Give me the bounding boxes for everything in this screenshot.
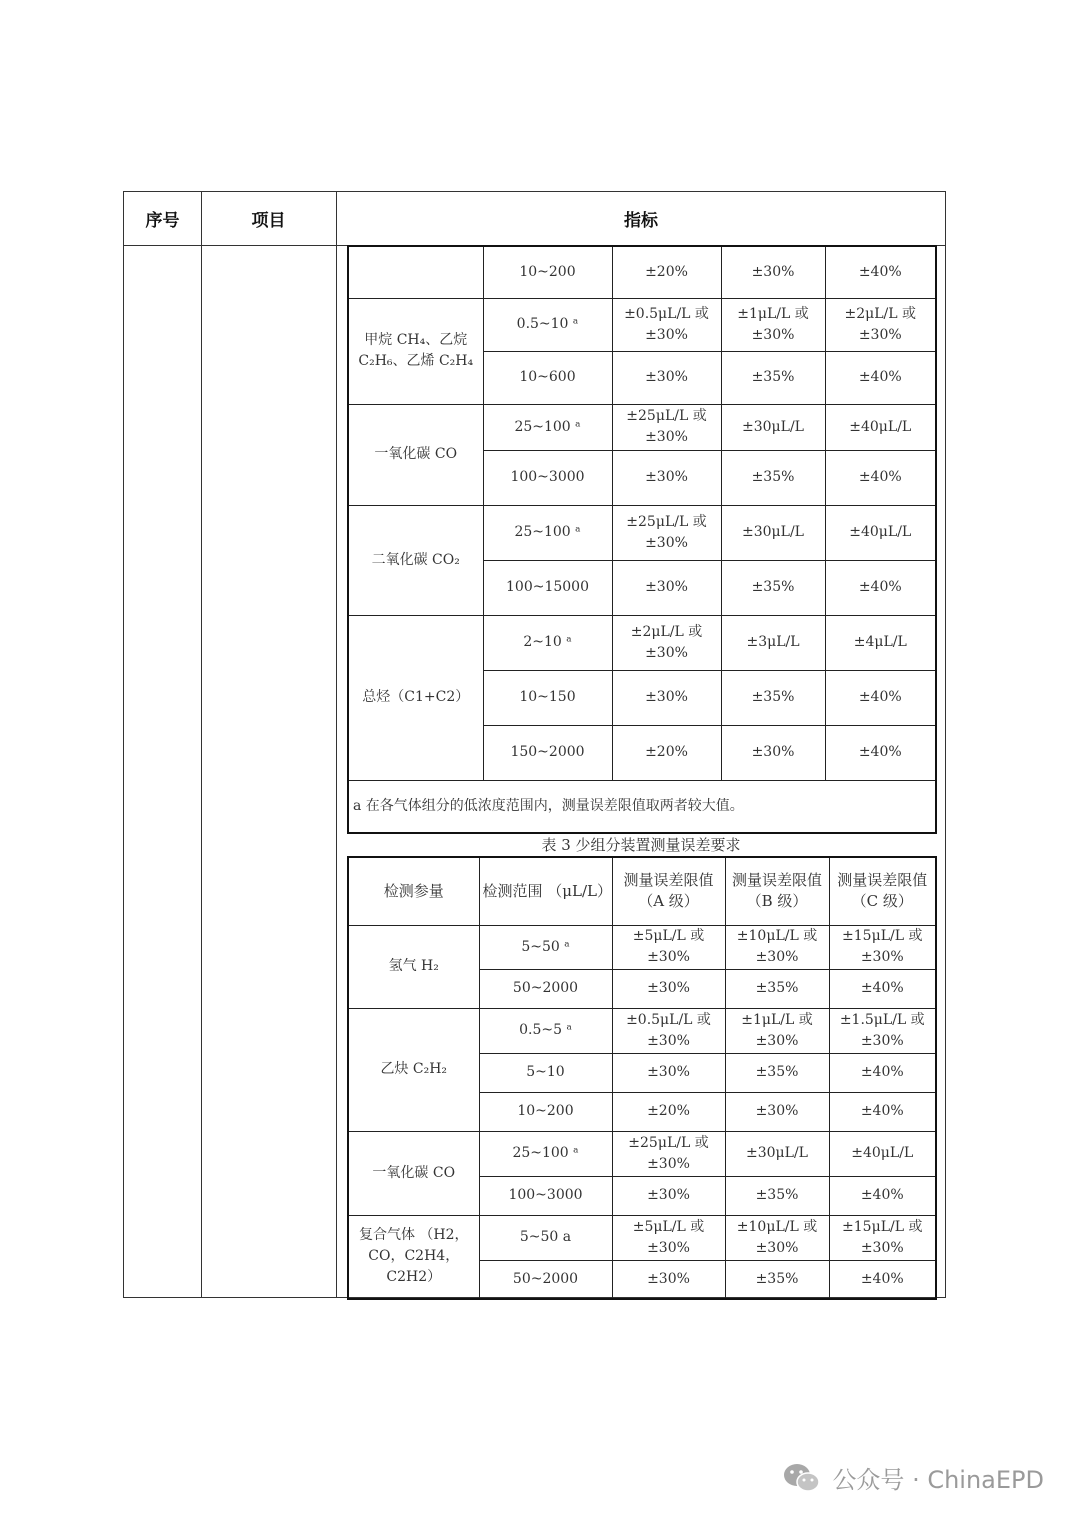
gas-name-cell: 总烃（C1+C2） xyxy=(348,615,483,780)
grade-a-cell: ±5μL/L 或±30% xyxy=(612,925,725,969)
grade-b-cell: ±35% xyxy=(725,1260,829,1299)
range-cell: 150~2000 xyxy=(483,725,612,780)
grade-c-cell: ±40% xyxy=(825,670,936,725)
grade-c-cell: ±4μL/L xyxy=(825,615,936,670)
grade-a-cell: ±20% xyxy=(612,246,721,298)
range-cell: 10~600 xyxy=(483,351,612,404)
grade-b-cell: ±35% xyxy=(721,351,825,404)
grade-c-cell: ±40% xyxy=(825,560,936,615)
range-cell: 5~10 xyxy=(479,1053,612,1092)
grade-b-cell: ±3μL/L xyxy=(721,615,825,670)
grade-c-cell: ±40% xyxy=(825,351,936,404)
grade-c-cell: ±2μL/L 或±30% xyxy=(825,298,936,351)
table-row xyxy=(348,404,936,450)
table-row xyxy=(348,505,936,560)
grade-b-cell: ±35% xyxy=(721,670,825,725)
grade-a-cell: ±20% xyxy=(612,1092,725,1131)
column-header: 测量误差限值 （B 级） xyxy=(725,857,829,925)
gas-name-cell: 复合气体 （H2，CO，C2H4，C2H2） xyxy=(348,1215,479,1299)
grade-c-cell: ±15μL/L 或±30% xyxy=(829,925,936,969)
grade-a-cell: ±30% xyxy=(612,969,725,1008)
grade-a-cell: ±25μL/L 或±30% xyxy=(612,1131,725,1176)
grade-c-cell: ±40μL/L xyxy=(825,404,936,450)
header-seq: 序号 xyxy=(145,211,180,231)
table-row xyxy=(348,246,936,298)
header-indicator: 指标 xyxy=(624,211,658,231)
table-row xyxy=(348,298,936,351)
grade-c-cell: ±40% xyxy=(829,1176,936,1215)
grade-a-cell: ±25μL/L 或±30% xyxy=(612,505,721,560)
grade-a-cell: ±0.5μL/L 或±30% xyxy=(612,298,721,351)
grade-a-cell: ±30% xyxy=(612,450,721,505)
column-header: 检测参量 xyxy=(348,857,479,925)
grade-b-cell: ±30μL/L xyxy=(721,404,825,450)
grade-c-cell: ±40% xyxy=(825,725,936,780)
wechat-icon xyxy=(782,1462,822,1494)
column-header: 测量误差限值 （C 级） xyxy=(829,857,936,925)
grade-a-cell: ±2μL/L 或±30% xyxy=(612,615,721,670)
grade-a-cell: ±5μL/L 或±30% xyxy=(612,1215,725,1260)
range-cell: 25~100 ᵃ xyxy=(479,1131,612,1176)
grade-c-cell: ±15μL/L 或±30% xyxy=(829,1215,936,1260)
gas-name-cell: 乙炔 C₂H₂ xyxy=(348,1008,479,1131)
grade-b-cell: ±35% xyxy=(725,969,829,1008)
grade-c-cell: ±40% xyxy=(825,246,936,298)
grade-b-cell: ±30μL/L xyxy=(721,505,825,560)
table-row xyxy=(348,615,936,670)
grade-a-cell: ±30% xyxy=(612,1176,725,1215)
grade-b-cell: ±1μL/L 或±30% xyxy=(721,298,825,351)
grade-c-cell: ±40μL/L xyxy=(825,505,936,560)
table-row xyxy=(348,1008,936,1053)
grade-a-cell: ±30% xyxy=(612,1260,725,1299)
range-cell: 50~2000 xyxy=(479,969,612,1008)
table-row xyxy=(348,1131,936,1176)
table-row xyxy=(348,1215,936,1260)
gas-name-cell: 二氧化碳 CO₂ xyxy=(348,505,483,615)
column-divider xyxy=(336,192,337,1297)
grade-a-cell: ±30% xyxy=(612,670,721,725)
grade-b-cell: ±30% xyxy=(721,725,825,780)
column-divider xyxy=(201,192,202,1297)
grade-b-cell: ±30% xyxy=(721,246,825,298)
range-cell: 5~50 ᵃ xyxy=(479,925,612,969)
gas-name-cell xyxy=(348,246,483,298)
watermark xyxy=(782,1460,1044,1495)
watermark-text: 公众号 · ChinaEPD xyxy=(832,1466,1044,1494)
note-row xyxy=(348,780,936,833)
grade-b-cell: ±35% xyxy=(725,1053,829,1092)
gas-name-cell: 一氧化碳 CO xyxy=(348,1131,479,1215)
range-cell: 100~3000 xyxy=(483,450,612,505)
grade-a-cell: ±20% xyxy=(612,725,721,780)
grade-c-cell: ±40% xyxy=(829,1260,936,1299)
grade-b-cell: ±35% xyxy=(725,1176,829,1215)
column-header: 检测范围 （μL/L） xyxy=(479,857,612,925)
range-cell: 10~150 xyxy=(483,670,612,725)
grade-b-cell: ±1μL/L 或±30% xyxy=(725,1008,829,1053)
table-row xyxy=(348,925,936,969)
grade-b-cell: ±35% xyxy=(721,450,825,505)
header-item: 项目 xyxy=(251,211,286,231)
error-table-continued xyxy=(347,245,937,834)
grade-c-cell: ±40% xyxy=(829,1092,936,1131)
range-cell: 2~10 ᵃ xyxy=(483,615,612,670)
table3-caption: 表 3 少组分装置测量误差要求 xyxy=(541,836,741,854)
range-cell: 5~50 a xyxy=(479,1215,612,1260)
range-cell: 0.5~5 ᵃ xyxy=(479,1008,612,1053)
range-cell: 50~2000 xyxy=(479,1260,612,1299)
gas-name-cell: 氢气 H₂ xyxy=(348,925,479,1008)
range-cell: 0.5~10 ᵃ xyxy=(483,298,612,351)
grade-a-cell: ±30% xyxy=(612,351,721,404)
column-header: 测量误差限值 （A 级） xyxy=(612,857,725,925)
grade-b-cell: ±30% xyxy=(725,1092,829,1131)
grade-b-cell: ±30μL/L xyxy=(725,1131,829,1176)
range-cell: 25~100 ᵃ xyxy=(483,404,612,450)
grade-c-cell: ±40% xyxy=(825,450,936,505)
grade-c-cell: ±40μL/L xyxy=(829,1131,936,1176)
range-cell: 100~3000 xyxy=(479,1176,612,1215)
grade-c-cell: ±1.5μL/L 或±30% xyxy=(829,1008,936,1053)
gas-name-cell: 一氧化碳 CO xyxy=(348,404,483,505)
range-cell: 100~15000 xyxy=(483,560,612,615)
range-cell: 25~100 ᵃ xyxy=(483,505,612,560)
grade-a-cell: ±30% xyxy=(612,1053,725,1092)
error-table-3 xyxy=(347,856,937,1300)
grade-b-cell: ±10μL/L 或±30% xyxy=(725,925,829,969)
grade-c-cell: ±40% xyxy=(829,1053,936,1092)
grade-c-cell: ±40% xyxy=(829,969,936,1008)
grade-a-cell: ±0.5μL/L 或±30% xyxy=(612,1008,725,1053)
table-header-row xyxy=(348,857,936,925)
range-cell: 10~200 xyxy=(479,1092,612,1131)
range-cell: 10~200 xyxy=(483,246,612,298)
grade-b-cell: ±10μL/L 或±30% xyxy=(725,1215,829,1260)
grade-a-cell: ±25μL/L 或±30% xyxy=(612,404,721,450)
grade-b-cell: ±35% xyxy=(721,560,825,615)
table-note: a 在各气体组分的低浓度范围内，测量误差限值取两者较大值。 xyxy=(348,780,936,833)
grade-a-cell: ±30% xyxy=(612,560,721,615)
gas-name-cell: 甲烷 CH₄、乙烷 C₂H₆、乙烯 C₂H₄ xyxy=(348,298,483,404)
